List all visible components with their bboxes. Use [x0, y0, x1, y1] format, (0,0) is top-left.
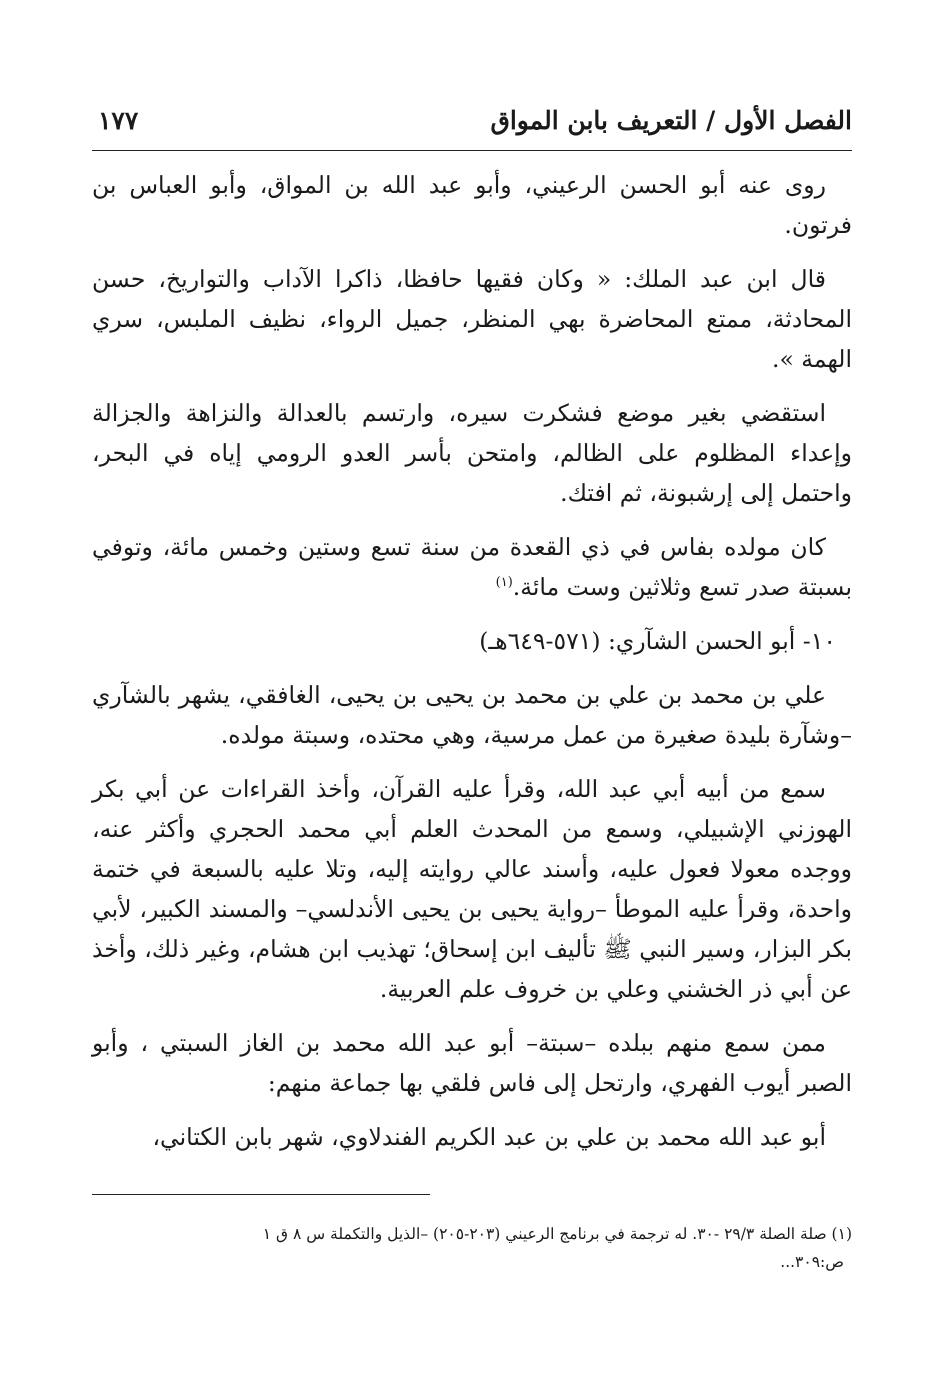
footnote-divider	[92, 1194, 430, 1195]
paragraph: ممن سمع منهم ببلده –سبتة– أبو عبد الله محمد بن الغاز السبتي ، وأبو الصبر أيوب الفهري، وارتحل إلى فاس فلقي بها جماعة منهم:	[92, 1029, 852, 1097]
paragraph-text: كان مولده بفاس في ذي القعدة من سنة تسع وستين وخمس مائة، وتوفي بسبتة صدر تسع وثلاثين وست مائة.	[92, 533, 852, 601]
paragraph: أبو عبد الله محمد بن علي بن عبد الكريم الفندلاوي، شهر بابن الكتاني،	[152, 1123, 826, 1151]
main-text	[92, 165, 852, 1157]
paragraph: استقضي بغير موضع فشكرت سيره، وارتسم بالعدالة والنزاهة والجزالة وإعداء المظلوم على الظالم، وامتحن بأسر العدو الرومي إياه في البحر، واحتمل إلى إرشبونة، ثم افتك.	[92, 399, 852, 507]
paragraph: قال ابن عبد الملك: « وكان فقيها حافظا، ذاكرا الآداب والتواريخ، حسن المحادثة، ممتع المحاضرة بهي المنظر، جميل الرواء، نظيف الملبس، سري الهمة ».	[92, 265, 852, 373]
paragraph	[92, 527, 852, 607]
chapter-title: الفصل الأول / التعريف بابن المواق	[490, 106, 852, 135]
entry-heading: ١٠- أبو الحسن الشآري: (٥٧١-٦٤٩هـ)	[479, 627, 836, 655]
page-content	[92, 100, 852, 1171]
paragraph: علي بن محمد بن علي بن محمد بن يحيى بن يحيى، الغافقي، يشهر بالشآري –وشآرة بليدة صغيرة من عمل مرسية، وهي محتده، وسبتة مولده.	[92, 681, 852, 749]
running-header	[92, 100, 852, 151]
footnote	[92, 1220, 852, 1276]
paragraph: سمع من أبيه أبي عبد الله، وقرأ عليه القرآن، وأخذ القراءات عن أبي بكر الهوزني الإشبيلي، وسمع من المحدث العلم أبي محمد الحجري وأكثر عنه، ووجده معولا فعول عليه، وأسند عالي روايته إليه، وتلا عليه بالسبعة في ختمة واحدة، وقرأ عليه الموطأ –رواية يحيى بن يحيى الأندلسي– والمسند الكبير، لأبي بكر البزار، وسير النبي ﷺ تأليف ابن إسحاق؛ تهذيب ابن هشام، وغير ذلك، وأخذ عن أبي ذر الخشني وعلي بن خروف علم العربية.	[92, 775, 852, 1003]
paragraph: روى عنه أبو الحسن الرعيني، وأبو عبد الله بن المواق، وأبو العباس بن فرتون.	[92, 171, 852, 239]
footnote-reference: (١)	[495, 575, 513, 591]
footnote-line: ص:٣٠٩...	[780, 1253, 844, 1271]
footnote-line: (١) صلة الصلة ٢٩/٣ -٣٠. له ترجمة في برنامج الرعيني (٢٠٣-٢٠٥) –الذيل والتكملة س ٨ ق ١	[262, 1225, 852, 1243]
page-number: ١٧٧	[98, 106, 139, 135]
